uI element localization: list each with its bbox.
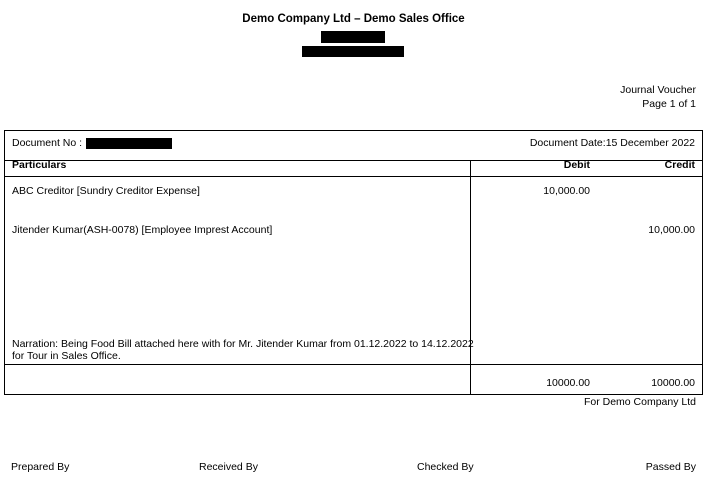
total-credit: 10000.00 [651,377,695,389]
document-date-value: 15 December 2022 [605,137,695,149]
header-divider [5,160,702,161]
document-date [530,137,695,149]
debit-header: Debit [563,159,590,171]
voucher-table [4,130,703,395]
column-divider [470,160,471,394]
narration-line-1: Narration: Being Food Bill attached here with for Mr. Jitender Kumar from 01.12.2022 to 14.12.2022 [12,338,474,350]
redacted-address-line-2 [302,46,404,57]
document-number-label: Document No : [12,137,83,149]
redacted-address-line-1 [321,31,385,43]
received-by-label: Received By [199,461,258,473]
narration-line-2: for Tour in Sales Office. [12,350,121,362]
row-1-debit: 10,000.00 [543,185,590,197]
for-company: For Demo Company Ltd [583,396,696,408]
prepared-by-label: Prepared By [11,461,70,473]
document-date-label: Document Date: [529,137,606,149]
company-name: Demo Company Ltd – Demo Sales Office [242,13,465,25]
row-2-credit: 10,000.00 [648,224,695,236]
row-2-particulars: Jitender Kumar(ASH-0078) [Employee Imprest Account] [12,224,273,236]
particulars-header: Particulars [12,159,67,171]
column-header-divider [5,176,702,177]
redacted-document-number [86,138,172,149]
checked-by-label: Checked By [417,461,474,473]
total-debit: 10000.00 [546,377,590,389]
passed-by-label: Passed By [645,461,696,473]
page-number: Page 1 of 1 [642,98,696,110]
voucher-type: Journal Voucher [620,84,696,96]
credit-header: Credit [664,159,695,171]
row-1-particulars: ABC Creditor [Sundry Creditor Expense] [12,185,200,197]
totals-divider [5,364,702,365]
